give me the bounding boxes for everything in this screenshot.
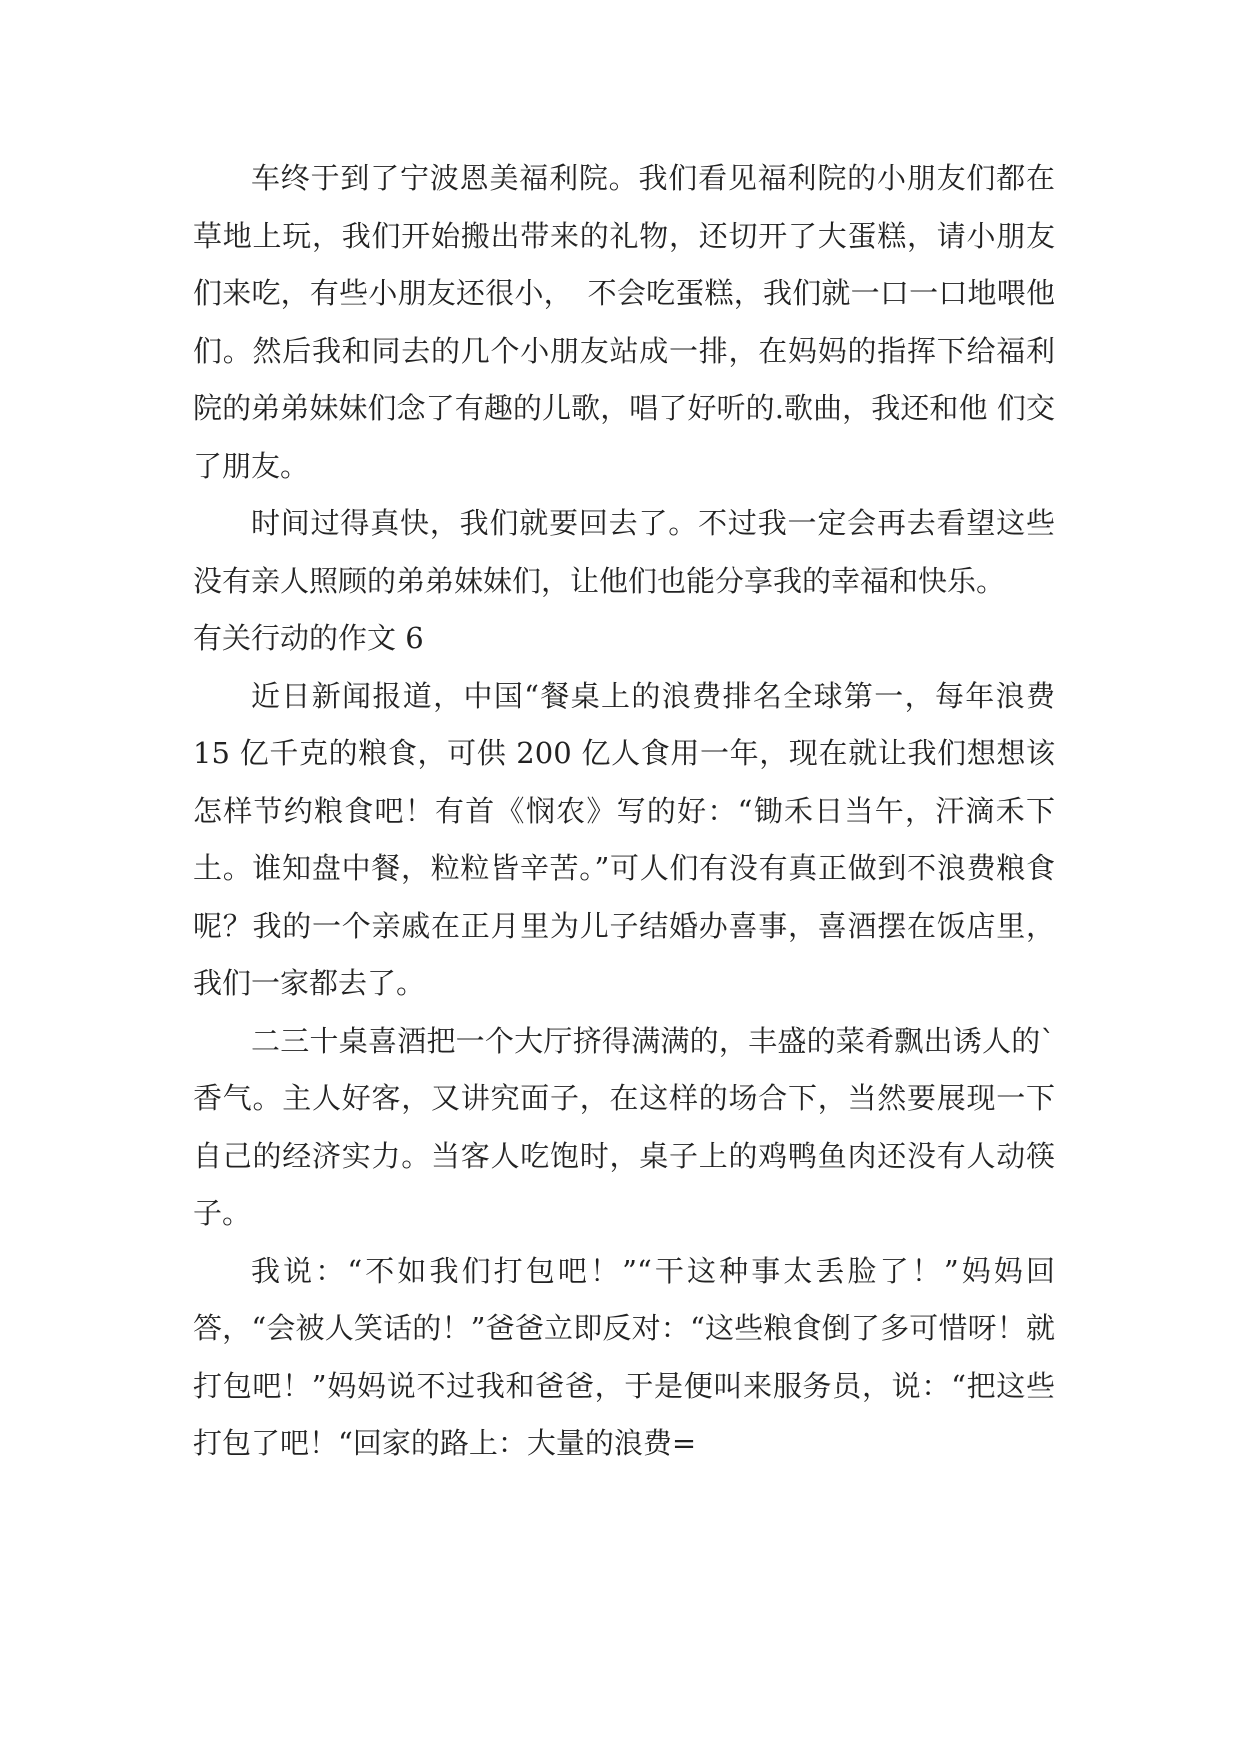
paragraph-time-to-leave: 时间过得真快，我们就要回去了。不过我一定会再去看望这些没有亲人照顾的弟弟妹妹们，让他们也能分享我的幸福和快乐。 [193,506,1055,598]
document-body [193,150,1055,1473]
essay-heading: 有关行动的作文 6 [193,621,424,655]
paragraph-orphanage-visit: 车终于到了宁波恩美福利院。我们看见福利院的小朋友们都在草地上玩，我们开始搬出带来的礼物，还切开了大蛋糕，请小朋友们来吃，有些小朋友还很小， 不会吃蛋糕，我们就一口一口地喂他们。然后我和同去的几个小朋友站成一排，在妈妈的指挥下给福利院的弟弟妹妹们念了有趣的儿歌，唱了好听的.歌曲，我还和他 们交了朋友。 [193,161,1055,483]
paragraph-takeaway-dialogue: 我说：“不如我们打包吧！”“干这种事太丢脸了！”妈妈回答，“会被人笑话的！”爸爸立即反对：“这些粮食倒了多可惜呀！就打包吧！”妈妈说不过我和爸爸，于是便叫来服务员，说：“把这些打包了吧！“回家的路上：大量的浪费= [193,1253,1055,1460]
paragraph-food-waste-news: 近日新闻报道，中国“餐桌上的浪费排名全球第一，每年浪费 15 亿千克的粮食，可供 200 亿人食用一年，现在就让我们想想该怎样节约粮食吧！有首《悯农》写的好：“锄禾日当午，汗滴禾下土。谁知盘中餐，粒粒皆辛苦。”可人们有没有真正做到不浪费粮食呢？我的一个亲戚在正月里为儿子结婚办喜事，喜酒摆在饭店里，我们一家都去了。 [193,678,1055,1000]
paragraph-wedding-banquet: 二三十桌喜酒把一个大厅挤得满满的，丰盛的菜肴飘出诱人的`香气。主人好客，又讲究面子，在这样的场合下，当然要展现一下自己的经济实力。当客人吃饱时，桌子上的鸡鸭鱼肉还没有人动筷子。 [193,1023,1055,1230]
